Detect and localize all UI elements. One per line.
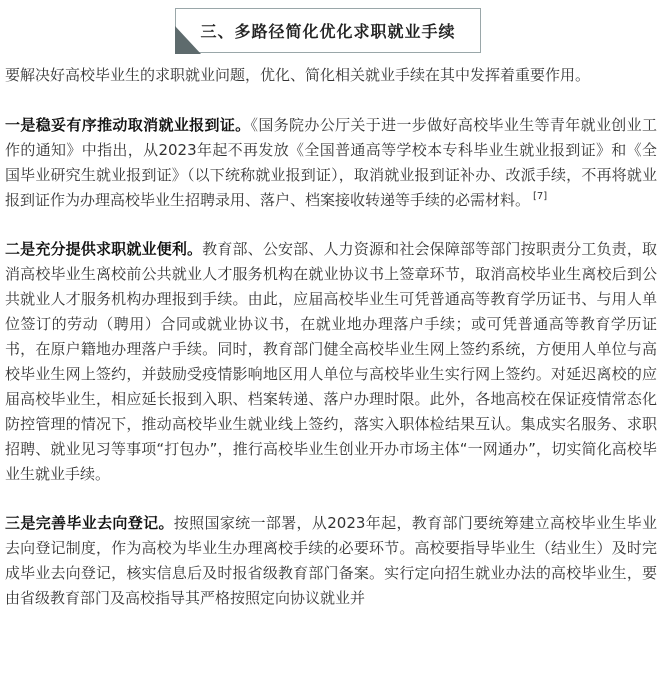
- section-title: 三、多路径简化优化求职就业手续: [200, 22, 456, 41]
- paragraph-cancel-report-card: [5, 113, 657, 213]
- paragraph-lead-in: 三是完善毕业去向登记。: [5, 514, 174, 532]
- paragraph-lead-in: 一是稳妥有序推动取消就业报到证。: [5, 116, 251, 134]
- paragraph-body: 按照国家统一部署，从2023年起，教育部门要统筹建立高校毕业生毕业去向登记制度，作为高校为毕业生办理离校手续的必要环节。高校要指导毕业生（结业生）及时完成毕业去向登记，核实信息后及时报省级教育部门备案。实行定向招生就业办法的高校毕业生，要由省级教育部门及高校指导其严格按照定向协议就业并: [5, 514, 657, 607]
- reference-marker[interactable]: [7]: [533, 191, 548, 202]
- paragraph-lead-in: 二是充分提供求职就业便利。: [5, 240, 203, 258]
- paragraph-body: 《国务院办公厅关于进一步做好高校毕业生等青年就业创业工作的通知》中指出，从2023年起不再发放《全国普通高等学校本专科毕业生就业报到证》和《全国毕业研究生就业报到证》（以下统称就业报到证），取消就业报到证补办、改派手续，不再将就业报到证作为办理高校毕业生招聘录用、落户、档案接收转递等手续的必需材料。: [5, 116, 657, 209]
- intro-paragraph: 要解决好高校毕业生的求职就业问题，优化、简化相关就业手续在其中发挥着重要作用。: [5, 66, 591, 84]
- article-body: [5, 63, 657, 611]
- paragraph-graduation-registration: [5, 511, 657, 611]
- paragraph-job-convenience: [5, 237, 657, 487]
- paragraph-body: 教育部、公安部、人力资源和社会保障部等部门按职责分工负责，取消高校毕业生离校前公共就业人才服务机构在就业协议书上签章环节，取消高校毕业生离校后到公共就业人才服务机构办理报到手续。由此，应届高校毕业生可凭普通高等教育学历证书、与用人单位签订的劳动（聘用）合同或就业协议书，在就业地办理落户手续；或可凭普通高等教育学历证书，在原户籍地办理落户手续。同时，教育部门健全高校毕业生网上签约系统，方便用人单位与高校毕业生网上签约，并鼓励受疫情影响地区用人单位与高校毕业生实行网上签约。对延迟离校的应届高校毕业生，相应延长报到入职、档案转递、落户办理时限。此外，各地高校在保证疫情常态化防控管理的情况下，推动高校毕业生就业线上签约，落实入职体检结果互认。集成实名服务、求职招聘、就业见习等事项“打包办”，推行高校毕业生创业开办市场主体“一网通办”，切实简化高校毕业生就业手续。: [5, 240, 657, 483]
- section-title-box: [175, 8, 481, 53]
- title-corner-decoration: [175, 26, 201, 54]
